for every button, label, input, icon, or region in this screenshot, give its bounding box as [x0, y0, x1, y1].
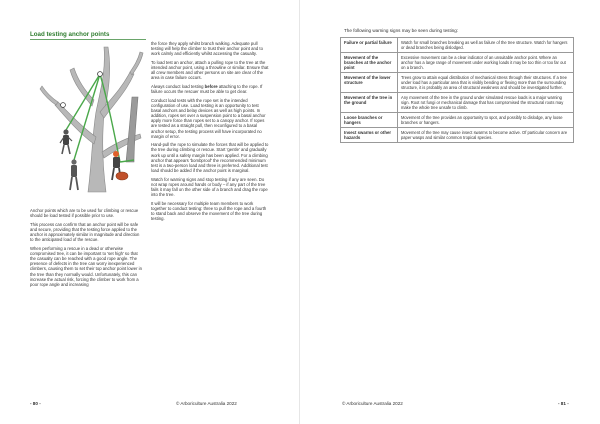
paragraph: Anchor points which are to be used for climbing or rescue should be load tested if possible prior to use.	[30, 208, 139, 219]
table-row	[341, 113, 574, 128]
paragraph: Hand-pull the rope to simulate the forces that will be applied to the tree during climbing or rescue. Start 'gentle' and gradually work up until a safety margin has been applied. For a climbing anchor that appears 'bombproof' the recommended minimum test is a two-person load and three is preferred. Additional test load should be added if the anchor point is marginal.	[151, 142, 269, 173]
section-title: Load testing anchor points	[30, 31, 110, 38]
paragraph: Conduct load tests with the rope set in the intended configuration of use. Load testing is an opportunity to test basal anchors and belay devices as well as high points. In addition, ropes set over a suspension point to a basal anchor apply more force than ropes set to a canopy anchor. If ropes are tested as a straight pull, then reconfigured to a basal anchor setup, the testing process will have incorporated no margin of error.	[151, 97, 266, 139]
dead-tree-icon	[40, 47, 143, 192]
paragraph: When performing a rescue in a dead or otherwise compromised tree, it can be important to 'set high' so that the casualty can be reached with a good rope angle. The presence of defects in the tree can worry inexperienced climbers, causing them to set their top anchor point lower in the tree than they normally would. Unfortunately, this can increase the actual risk, forcing the climber to work from a poor rope angle and increasing	[30, 245, 142, 287]
climber-icon	[60, 129, 72, 154]
right-text-column	[151, 41, 269, 225]
ground-worker-icon	[70, 159, 78, 190]
warning-term: Loose branches or hangers	[341, 113, 398, 128]
warning-signs-table	[340, 37, 574, 143]
warning-term: Movement of the lower structure	[341, 73, 398, 93]
copyright-right: © Arboriculture Australia 2022	[342, 401, 403, 406]
paragraph: This process can confirm that an anchor point will be safe and secure, providing that the testing force applied to the anchor is approximately similar in magnitude and direction to the anticipated load of the rescue.	[30, 221, 140, 243]
page-number-right: - 81 -	[558, 401, 569, 406]
warning-term: Movement of the tree in the ground	[341, 93, 398, 113]
pulley-icon	[61, 103, 66, 108]
table-row	[341, 53, 574, 73]
paragraph-with-emphasis	[151, 84, 269, 94]
warning-term: Movement of the branches at the anchor point	[341, 53, 398, 73]
warning-description: Excessive movement can be a clear indicator of an unsuitable anchor point. Where an anchor has a large range of movement under working loads it may be too thin or too far out on a branch.	[398, 53, 574, 73]
paragraph: It will be necessary for multiple team members to work together to conduct testing: three to pull the rope and a fourth to stand back and observe the movement of the tree during testing.	[151, 200, 267, 222]
page-number-left: - 80 -	[30, 401, 41, 406]
warning-term: Insect swarms or other hazards	[341, 128, 398, 143]
left-text-column	[30, 208, 142, 290]
warning-signs-body	[341, 38, 574, 143]
anchor-tree-icon	[126, 97, 138, 162]
emphasis-text: before	[204, 83, 218, 89]
paragraph: the force they apply whilst branch walking. Adequate pull testing will help the climber to trust their anchor point and to work calmly and efficiently whilst accessing the casualty.	[151, 41, 263, 57]
warning-description: Watch for small branches breaking as well as failure of the tree structure. Watch for hangers or dead branches being dislodged.	[398, 38, 574, 53]
warning-description: Any movement of the tree in the ground under simulated rescue loads is a major warning sign. Root rot fungi or mechanical damage that has compromised the structural roots may make the whole tree unsafe to climb.	[398, 93, 574, 113]
title-rule	[30, 39, 146, 40]
table-row	[341, 38, 574, 53]
table-row	[341, 128, 574, 143]
table-intro: The following warning signs may be seen during testing:	[344, 28, 459, 33]
warning-description: Movement of the tree may cause insect swarms to become active. Of particular concern are paper wasps and similar common tropical species.	[398, 128, 574, 143]
paragraph: Watch for warning signs and stop testing if any are seen. Do not wrap ropes around hands or body – if any part of the tree fails it may fall on the other side of a branch and drag the rope into the tree.	[151, 176, 268, 198]
warning-description: Movement of the tree provides an opportunity to spot, and possibly to dislodge, any loose branches or hangers.	[398, 113, 574, 128]
paragraph: To load test an anchor, attach a pulling rope to the tree at the intended anchor point, using a throwline or similar. Ensure that all crew members and other persons on site are clear of the area in case failure occurs.	[151, 59, 269, 81]
right-page	[300, 0, 600, 424]
warning-term: Failure or partial failure	[341, 38, 398, 53]
load-testing-illustration	[30, 42, 150, 200]
warning-description: Trees grow to attain equal distribution of mechanical stress through their structures. If a tree under load has a particular area that is visibly bending or flexing more than the surrounding structure, it is probably an area of structural weakness and should be investigated further.	[398, 73, 574, 93]
text-run: Always conduct load testing	[151, 83, 205, 89]
table-row	[341, 93, 574, 113]
copyright-left: © Arboriculture Australia 2022	[176, 401, 237, 406]
table-row	[341, 73, 574, 93]
text-run: attaching to the rope. If failure occurs the rescuer must be able to get clear.	[151, 83, 263, 95]
rope-bag-icon	[116, 172, 128, 180]
anchor-point-icon	[98, 72, 103, 77]
